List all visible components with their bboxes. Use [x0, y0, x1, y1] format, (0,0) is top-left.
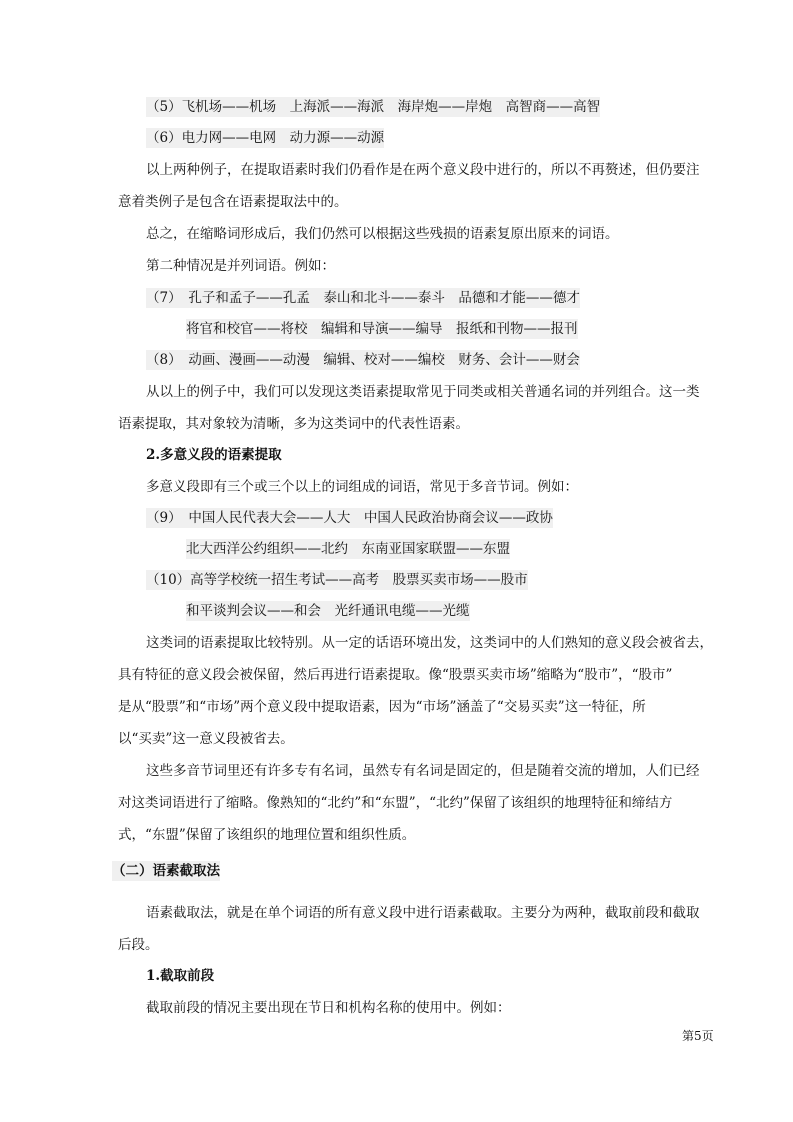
paragraph-line: 语素截取法，就是在单个词语的所有意义段中进行语素截取。主要分为两种，截取前段和截取 [146, 905, 700, 921]
paragraph-line: 这些多音节词里还有许多专有名词，虽然专有名词是固定的，但是随着交流的增加，人们已经 [146, 763, 700, 779]
paragraph-line: 对这类词语进行了缩略。像熟知的“北约”和“东盟”，“北约”保留了该组织的地理特征和缔结方 [118, 795, 673, 811]
example-6-line: （6）电力网——电网 动力源——动源 [146, 130, 385, 146]
paragraph-line: 具有特征的意义段会被保留，然后再进行语素提取。像“股票买卖市场”缩略为“股市”，“股市” [118, 667, 673, 683]
paragraph-line: 这类词的语素提取比较特别。从一定的话语环境出发，这类词中的人们熟知的意义段会被省去， [146, 635, 713, 651]
example-8-line: （8） 动画、漫画——动漫 编辑、校对——编校 财务、会计——财会 [146, 352, 580, 368]
section-heading: 2.多意义段的语素提取 [146, 447, 282, 463]
example-5-line: （5）飞机场——机场 上海派——海派 海岸炮——岸炮 高智商——高智 [146, 99, 601, 115]
paragraph-line: 以上两种例子，在提取语素时我们仍看作是在两个意义段中进行的，所以不再赘述，但仍要注 [146, 162, 700, 178]
example-10-line: （10）高等学校统一招生考试——高考 股票买卖市场——股市 [146, 572, 528, 588]
paragraph-line: 从以上的例子中，我们可以发现这类语素提取常见于同类或相关普通名词的并列组合。这一类 [146, 384, 700, 400]
example-9-cont-line: 北大西洋公约组织——北约 东南亚国家联盟——东盟 [186, 541, 510, 557]
example-7-cont-line: 将官和校官——将校 编辑和导演——编导 报纸和刊物——报刊 [186, 321, 578, 337]
paragraph-line: 多意义段即有三个或三个以上的词组成的词语，常见于多音节词。例如： [146, 479, 578, 495]
paragraph-line: 式，“东盟”保留了该组织的地理位置和组织性质。 [118, 827, 416, 843]
example-7-line: （7） 孔子和孟子——孔孟 泰山和北斗——泰斗 品德和才能——德才 [146, 290, 580, 306]
paragraph-line: 语素提取，其对象较为清晰，多为这类词中的代表性语素。 [118, 416, 469, 432]
subsection-heading: 1.截取前段 [146, 968, 215, 984]
paragraph-line: 意着类例子是包含在语素提取法中的。 [118, 194, 348, 210]
paragraph-line: 是从“股票”和“市场”两个意义段中提取语素，因为“市场”涵盖了“交易买卖”这一特征，所 [118, 699, 646, 715]
paragraph-line: 截取前段的情况主要出现在节日和机构名称的使用中。例如： [146, 1000, 511, 1016]
paragraph-line: 后段。 [118, 937, 159, 953]
section-heading: （二）语素截取法 [112, 863, 220, 879]
page-number: 第5页 [682, 1029, 714, 1043]
paragraph-line: 总之，在缩略词形成后，我们仍然可以根据这些残损的语素复原出原来的词语。 [146, 226, 619, 242]
example-10-cont-line: 和平谈判会议——和会 光纤通讯电缆——光缆 [186, 603, 470, 619]
example-9-line: （9） 中国人民代表大会——人大 中国人民政治协商会议——政协 [146, 510, 553, 526]
paragraph-line: 以“买卖”这一意义段被省去。 [118, 731, 294, 747]
paragraph-line: 第二种情况是并列词语。例如： [146, 258, 335, 274]
